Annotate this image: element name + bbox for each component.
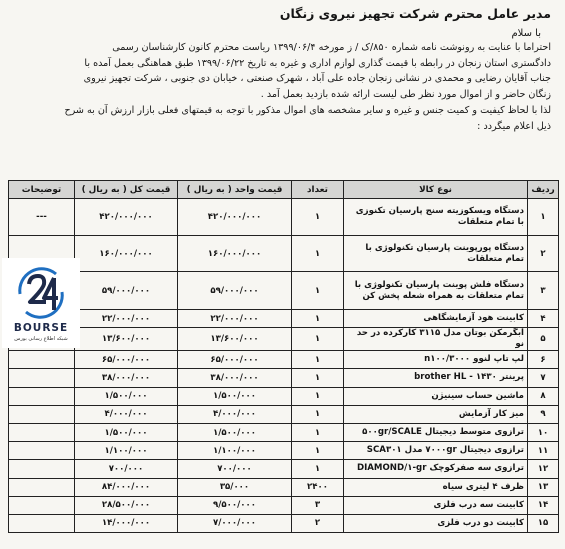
cell-item-name: دستگاه ویسکوزیته سنج پارسیان تکنوزی با تمام متعلقات [344, 199, 528, 236]
cell-quantity: ۱ [292, 423, 344, 441]
cell-notes [9, 369, 75, 387]
cell-item-name: ظرف ۴ لیتری سیاه [344, 478, 528, 496]
table-row [9, 405, 559, 423]
valuation-table [8, 180, 559, 533]
cell-total-price: ۱۴/۰۰۰/۰۰۰ [75, 514, 178, 532]
cell-quantity: ۱ [292, 328, 344, 351]
cell-quantity: ۱ [292, 460, 344, 478]
bourse-brand-text: BOURSE [13, 322, 69, 334]
cell-notes [9, 496, 75, 514]
cell-quantity: ۱ [292, 199, 344, 236]
table-row [9, 369, 559, 387]
table-row [9, 423, 559, 441]
paragraph-line: زنگان حاضر و از اموال مورد نظر طی لیست ارائه شده بازدید بعمل آمد . [260, 89, 551, 101]
cell-unit-price: ۷/۰۰۰/۰۰۰ [178, 514, 292, 532]
cell-notes [9, 387, 75, 405]
cell-unit-price: ۱۳/۶۰۰/۰۰۰ [178, 328, 292, 351]
table-row [9, 478, 559, 496]
letter-body [11, 40, 551, 134]
cell-row-number: ۶ [528, 351, 559, 369]
cell-item-name: کابینت هود آزمایشگاهی [344, 310, 528, 328]
cell-unit-price: ۲۲/۰۰۰/۰۰۰ [178, 310, 292, 328]
cell-quantity: ۱ [292, 236, 344, 272]
cell-total-price: ۱/۱۰۰/۰۰۰ [75, 442, 178, 460]
cell-quantity: ۳ [292, 496, 344, 514]
cell-row-number: ۱۴ [528, 496, 559, 514]
table-row [9, 199, 559, 236]
cell-row-number: ۱۵ [528, 514, 559, 532]
cell-quantity: ۱ [292, 442, 344, 460]
cell-quantity: ۲۴۰۰ [292, 478, 344, 496]
table-row [9, 514, 559, 532]
cell-quantity: ۲ [292, 514, 344, 532]
paragraph-line: لذا با لحاظ کیفیت و کمیت جنس و غیره و سایر مشخصه های اموال مذکور با توجه به قیمتهای فعلی بازار ارزش آن به شرح [64, 104, 551, 116]
cell-total-price: ۶۵/۰۰۰/۰۰۰ [75, 351, 178, 369]
cell-total-price: ۲۲/۰۰۰/۰۰۰ [75, 310, 178, 328]
table-row [9, 310, 559, 328]
cell-total-price: ۵۹/۰۰۰/۰۰۰ [75, 272, 178, 310]
cell-row-number: ۱۳ [528, 478, 559, 496]
cell-unit-price: ۱/۵۰۰/۰۰۰ [178, 423, 292, 441]
cell-total-price: ۷۰۰/۰۰۰ [75, 460, 178, 478]
cell-total-price: ۴۲۰/۰۰۰/۰۰۰ [75, 199, 178, 236]
cell-row-number: ۱۱ [528, 442, 559, 460]
cell-total-price: ۱۳/۶۰۰/۰۰۰ [75, 328, 178, 351]
table-row [9, 442, 559, 460]
paragraph-line: احتراما با عنایت به رونوشت نامه شماره ۸۵۰/ک / ز مورخه ۱۳۹۹/۰۶/۴ ریاست محترم کانون کارشناسان رسمی [112, 42, 551, 53]
cell-item-name: میز کار آزمایش [344, 405, 528, 423]
cell-row-number: ۱۲ [528, 460, 559, 478]
cell-item-name: پرینتر brother HL - ۱۴۳۰ [344, 369, 528, 387]
table-header-row [9, 181, 559, 199]
cell-quantity: ۱ [292, 387, 344, 405]
cell-row-number: ۱ [528, 199, 559, 236]
cell-row-number: ۴ [528, 310, 559, 328]
cell-unit-price: ۹/۵۰۰/۰۰۰ [178, 496, 292, 514]
cell-total-price: ۱۶۰/۰۰۰/۰۰۰ [75, 236, 178, 272]
paragraph-line: ذیل اعلام میگردد : [477, 120, 551, 132]
cell-unit-price: ۶۵/۰۰۰/۰۰۰ [178, 351, 292, 369]
cell-unit-price: ۱/۱۰۰/۰۰۰ [178, 442, 292, 460]
cell-row-number: ۲ [528, 236, 559, 272]
cell-item-name: لپ تاپ لنوو ۳۰۰۰/n۱۰۰ [344, 351, 528, 369]
col-header-quantity: تعداد [292, 181, 344, 199]
table-row [9, 351, 559, 369]
cell-item-name: ترازوی متوسط دیجیتال ۵۰۰gr/SCALE [344, 423, 528, 441]
cell-total-price: ۳۸/۰۰۰/۰۰۰ [75, 369, 178, 387]
cell-unit-price: ۴/۰۰۰/۰۰۰ [178, 405, 292, 423]
cell-total-price: ۲۸/۵۰۰/۰۰۰ [75, 496, 178, 514]
cell-total-price: ۱/۵۰۰/۰۰۰ [75, 423, 178, 441]
col-header-unit-price: قیمت واحد ( به ریال ) [178, 181, 292, 199]
paragraph-line: جناب آقایان رضایی و محمدی در نشانی زنجان جاده علی آباد ، شهرک صنعتی ، خیابان دی جنوبی ، شرکت تجهیز نیروی [83, 73, 551, 85]
cell-row-number: ۷ [528, 369, 559, 387]
cell-unit-price: ۴۲۰/۰۰۰/۰۰۰ [178, 199, 292, 236]
table-row [9, 272, 559, 310]
cell-quantity: ۱ [292, 272, 344, 310]
cell-notes [9, 423, 75, 441]
cell-item-name: آبگرمکن بوتان مدل ۳۱۱۵ کارکرده در حد نو [344, 328, 528, 351]
cell-notes [9, 405, 75, 423]
cell-notes: --- [9, 199, 75, 236]
cell-item-name: دستگاه پورپوینت پارسیان تکنولوژی با تمام متعلقات [344, 236, 528, 272]
table-row [9, 460, 559, 478]
cell-item-name: دستگاه فلش پوینت پارسیان تکنولوژی با تمام متعلقات به همراه شعله پخش کن [344, 272, 528, 310]
cell-quantity: ۱ [292, 405, 344, 423]
table-row [9, 328, 559, 351]
cell-quantity: ۱ [292, 310, 344, 328]
cell-notes [9, 351, 75, 369]
col-header-item-name: نوع کالا [344, 181, 528, 199]
cell-unit-price: ۱۶۰/۰۰۰/۰۰۰ [178, 236, 292, 272]
table-row [9, 496, 559, 514]
cell-unit-price: ۳۸/۰۰۰/۰۰۰ [178, 369, 292, 387]
cell-total-price: ۱/۵۰۰/۰۰۰ [75, 387, 178, 405]
cell-unit-price: ۷۰۰/۰۰۰ [178, 460, 292, 478]
bourse-watermark-logo [2, 258, 80, 348]
cell-total-price: ۴/۰۰۰/۰۰۰ [75, 405, 178, 423]
cell-total-price: ۸۴/۰۰۰/۰۰۰ [75, 478, 178, 496]
cell-item-name: کابینت سه درب فلزی [344, 496, 528, 514]
table-row [9, 236, 559, 272]
cell-row-number: ۱۰ [528, 423, 559, 441]
bourse-logo-icon [16, 264, 66, 322]
salutation: با سلام [511, 28, 541, 39]
cell-quantity: ۱ [292, 351, 344, 369]
cell-row-number: ۵ [528, 328, 559, 351]
letter-heading: مدیر عامل محترم شرکت تجهیز نیروی زنگان [279, 6, 551, 21]
cell-notes [9, 514, 75, 532]
cell-item-name: کابینت دو درب فلزی [344, 514, 528, 532]
col-header-row-number: ردیف [528, 181, 559, 199]
cell-unit-price: ۳۵/۰۰۰ [178, 478, 292, 496]
cell-row-number: ۹ [528, 405, 559, 423]
cell-quantity: ۱ [292, 369, 344, 387]
cell-item-name: ترازوی سه صفرکوچک DIAMOND/۱-gr [344, 460, 528, 478]
cell-unit-price: ۵۹/۰۰۰/۰۰۰ [178, 272, 292, 310]
col-header-total-price: قیمت کل ( به ریال ) [75, 181, 178, 199]
paragraph-line: دادگستری استان زنجان در رابطه با قیمت گذاری لوازم اداری و غیره به تاریخ ۱۳۹۹/۰۶/۲۲ طبق هماهنگی بعمل آمده با [84, 57, 551, 69]
cell-notes [9, 442, 75, 460]
col-header-notes: توضیحات [9, 181, 75, 199]
cell-notes [9, 478, 75, 496]
cell-item-name: ترازوی دیجیتال ۷۰۰۰gr مدل SCA۳۰۱ [344, 442, 528, 460]
cell-row-number: ۳ [528, 272, 559, 310]
cell-unit-price: ۱/۵۰۰/۰۰۰ [178, 387, 292, 405]
table-row [9, 387, 559, 405]
bourse-subtitle-text: شبکه اطلاع رسانی بورس [14, 336, 68, 342]
cell-notes [9, 460, 75, 478]
cell-item-name: ماشین حساب سینیژن [344, 387, 528, 405]
cell-row-number: ۸ [528, 387, 559, 405]
